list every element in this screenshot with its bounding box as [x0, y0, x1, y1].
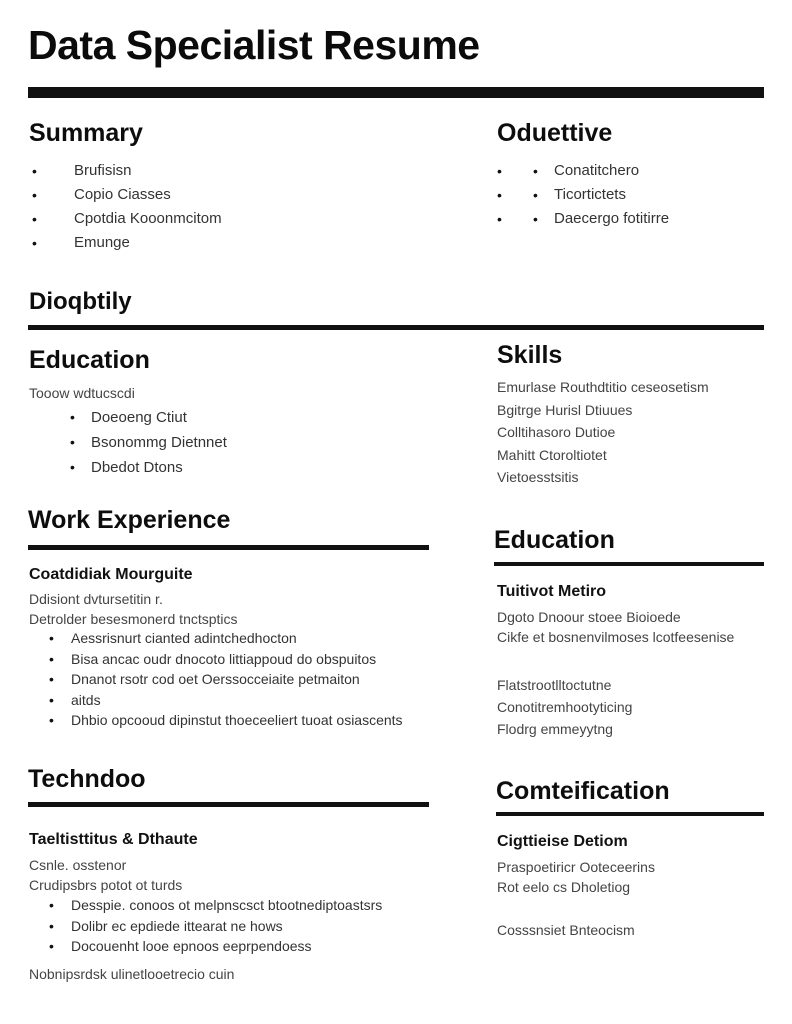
certification-divider: [496, 812, 764, 816]
education-line: Flatstrootlltoctutne: [497, 677, 612, 693]
skill-line: Bgitrge Hurisl Dtiuues: [497, 401, 633, 418]
summary-list: [29, 159, 222, 255]
list-item: • Cpotdia Kooonmcitom: [29, 207, 222, 231]
list-item: • Bisa ancac oudr dnocoto littiappoud do obspuitos: [29, 649, 403, 670]
education-right-sub: Tuitivot Metiro: [497, 583, 607, 600]
list-item: • Emunge: [29, 231, 222, 255]
technology-heading: Techndoo: [28, 765, 146, 793]
education-right-heading: Education: [494, 526, 615, 554]
list-item: • Brufisisn: [29, 159, 222, 183]
list-item: • Bsonommg Dietnnet: [29, 430, 227, 455]
summary-heading: Summary: [29, 119, 143, 147]
list-item: • Dnanot rsotr cod oet Oerssocceiaite petmaiton: [29, 669, 403, 690]
certification-line: Rot eelo cs Dholetiog: [497, 879, 631, 895]
list-item: • Docouenht looe epnoos eeprpendoess: [29, 936, 382, 957]
education-line: Flodrg emmeyytng: [497, 721, 613, 737]
education-intro: Tooow wdtucscdi: [29, 385, 135, 401]
list-item: • Aessrisnurt cianted adintchedhocton: [29, 628, 403, 649]
certification-sub: Cigttieise Detiom: [497, 833, 628, 850]
technology-divider: [28, 802, 429, 807]
list-item: • Copio Ciasses: [29, 183, 222, 207]
skill-line: Colltihasoro Dutioe: [497, 424, 616, 440]
disability-heading: Dioqbtily: [29, 288, 132, 315]
list-item: • Doeoeng Ctiut: [29, 405, 227, 430]
work-role: Coatdidiak Mourguite: [29, 566, 193, 583]
skill-line: Emurlase Routhdtitio ceseosetism: [497, 379, 709, 395]
education-right-block-a: [497, 607, 734, 647]
list-item: • Ticortictets •: [497, 183, 669, 207]
technology-footer: Nobnipsrdsk ulinetlooetrecio cuin: [29, 966, 235, 982]
education-line: Dgoto Dnoour stoee Bioioede: [497, 609, 681, 625]
work-divider: [28, 545, 429, 550]
skill-line: Mahitt Ctoroltiotet: [497, 446, 607, 463]
page-title: Data Specialist Resume: [28, 22, 480, 68]
skill-line: Vietoesstsitis: [497, 469, 579, 485]
title-divider: [28, 87, 764, 98]
objective-heading: Oduettive: [497, 119, 613, 147]
list-item: • Desspie. conoos ot melpnscsct btootnediptoastsrs: [29, 895, 382, 916]
technology-line: Crudipsbrs potot ot turds: [29, 877, 183, 893]
certification-line: Cosssnsiet Bnteocism: [497, 922, 635, 938]
list-item: • Dbedot Dtons: [29, 455, 227, 480]
work-heading: Work Experience: [28, 506, 231, 534]
work-line: Detrolder besesmonerd tnctsptics: [29, 611, 238, 627]
list-item: • Dhbio opcooud dipinstut thoeceeliert tuoat osiascents: [29, 710, 403, 731]
list-item: • Conatitchero •: [497, 159, 669, 183]
certification-line: Praspoetiricr Ooteceerins: [497, 859, 655, 875]
education-list: [29, 405, 227, 480]
list-item: • Dolibr ec epdiede ittearat ne hows: [29, 916, 382, 937]
technology-list: [29, 895, 382, 957]
section-divider: [28, 325, 764, 330]
skills-block: [497, 376, 709, 489]
education-right-block-b: [497, 674, 632, 740]
education-line: Cikfe et bosnenvilmoses lcotfeesenise: [497, 629, 735, 645]
skills-heading: Skills: [497, 341, 563, 369]
list-item: • aitds: [29, 690, 403, 711]
work-line: Ddisiont dvtursetitin r.: [29, 591, 163, 607]
education-line: Conotitremhootyticing: [497, 699, 633, 715]
education-heading: Education: [29, 346, 150, 374]
education-right-divider: [494, 562, 764, 566]
technology-line: Csnle. osstenor: [29, 857, 127, 873]
work-list: [29, 628, 403, 731]
list-item: • Daecergo fotitirre •: [497, 207, 669, 231]
technology-sub: Taeltisttitus & Dthaute: [29, 831, 198, 848]
certification-heading: Comteification: [496, 777, 670, 805]
objective-list: [497, 159, 669, 231]
